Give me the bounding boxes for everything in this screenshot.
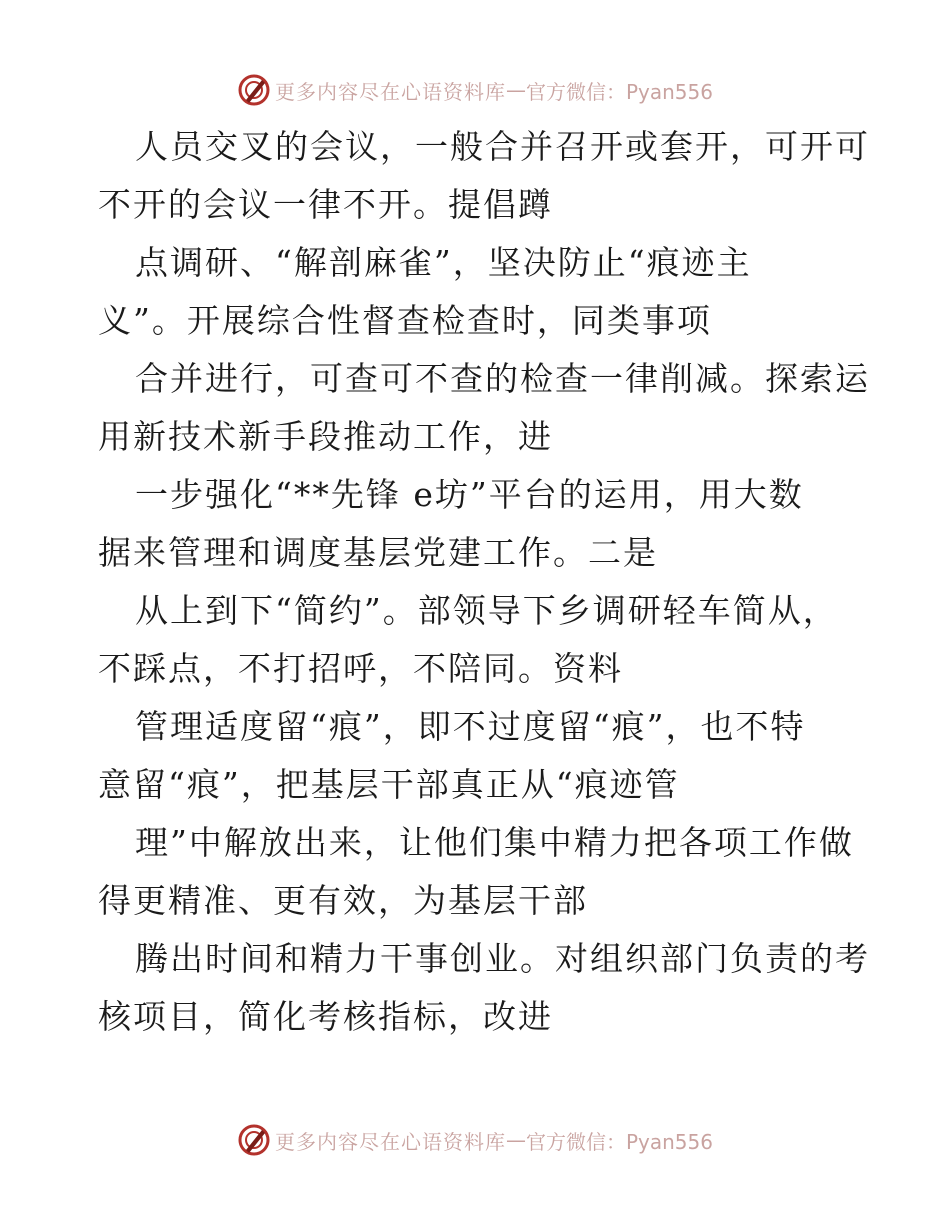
watermark-contact: 官方微信：Pyan556 [525,79,713,104]
text-line: 义”。开展综合性督查检查时，同类事项 [98,301,712,340]
text-line: 人员交叉的会议，一般合并召开或套开，可开可 [135,127,870,166]
watermark-brand: 更多内容尽在心语资料库 [274,79,506,104]
header-watermark [0,70,950,110]
watermark-contact: 官方微信：Pyan556 [525,1129,713,1154]
text-line: 意留“痕”，把基层干部真正从“痕迹管 [98,765,680,804]
text-line: 腾出时间和精力干事创业。对组织部门负责的考 [135,939,870,978]
text-line: 一步强化“**先锋 e坊”平台的运用，用大数 [135,475,804,514]
text-line: 理”中解放出来，让他们集中精力把各项工作做 [135,823,854,862]
text-line: 用新技术新手段推动工作，进 [98,417,553,456]
text-line: 据来管理和调度基层党建工作。二是 [98,533,658,572]
text-line: 得更精准、更有效，为基层干部 [98,881,588,920]
text-line: 不开的会议一律不开。提倡蹲 [98,185,553,224]
watermark-brand: 更多内容尽在心语资料库 [274,1129,506,1154]
text-line: 管理适度留“痕”，即不过度留“痕”，也不特 [135,707,806,746]
text-line: 合并进行，可查可不查的检查一律削减。探索运 [135,359,870,398]
watermark-separator: — [505,1128,526,1152]
red-seal-pen-icon [237,1123,271,1157]
text-line: 点调研、“解剖麻雀”，坚决防止“痕迹主 [135,243,752,282]
document-body [98,118,898,1046]
footer-watermark [0,1120,950,1160]
text-line: 从上到下“简约”。部领导下乡调研轻车简从， [135,591,838,630]
text-line: 不踩点，不打招呼，不陪同。资料 [98,649,623,688]
red-seal-pen-icon [237,73,271,107]
text-line: 核项目，简化考核指标，改进 [98,997,553,1036]
watermark-separator: — [505,78,526,102]
